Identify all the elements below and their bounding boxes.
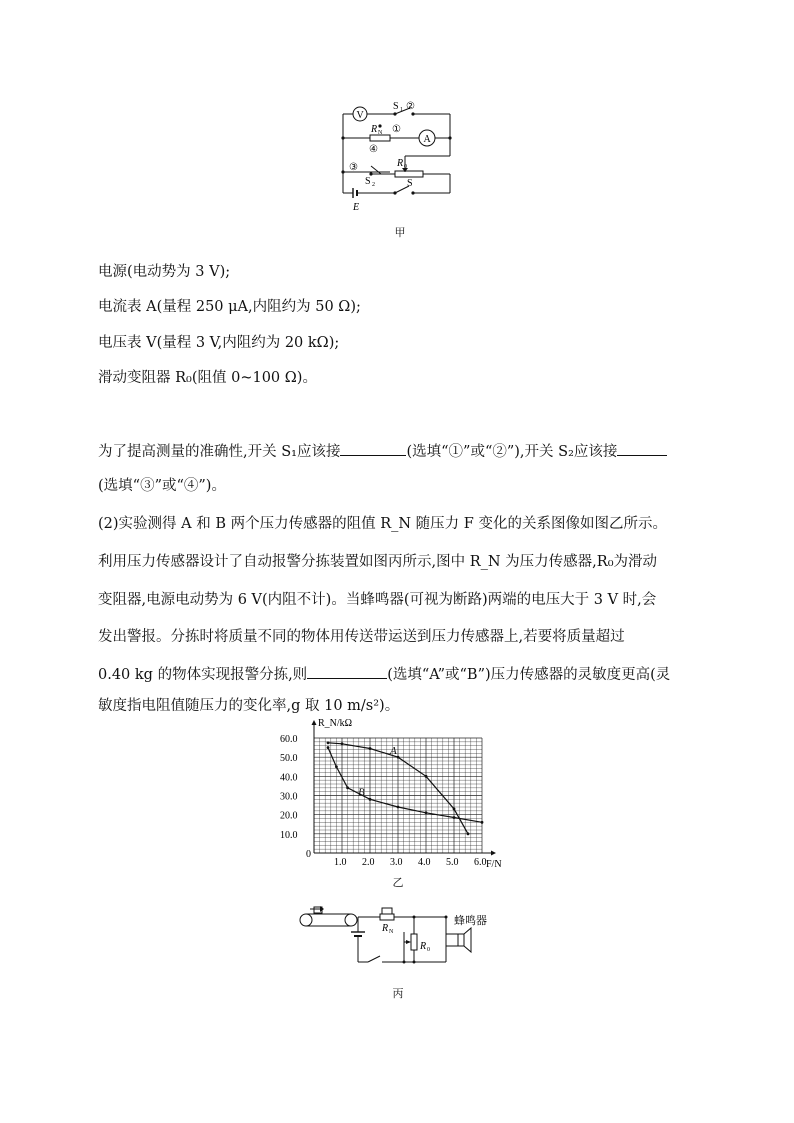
switch-s-label: S	[407, 178, 413, 189]
switch-s1-label: S	[393, 101, 399, 112]
question-2-line5	[98, 664, 670, 685]
answer-blank-sensor[interactable]	[307, 664, 387, 679]
answer-blank-s1[interactable]	[340, 441, 406, 456]
circuit-diagram-jia	[335, 98, 460, 213]
question-2-line1: (2)实验测得 A 和 B 两个压力传感器的阻值 R_N 随压力 F 变化的关系图像如图乙所示。	[98, 516, 667, 532]
data-point-A	[341, 742, 344, 745]
data-point-B	[369, 798, 372, 801]
figure-caption-jia: 甲	[394, 226, 406, 239]
chart-ticks	[280, 734, 487, 868]
x-tick-label: 5.0	[446, 857, 459, 868]
resistor-r0-sub: 0	[404, 164, 407, 170]
question-2-line6: 敏度指电阻值随压力的变化率,g 取 10 m/s²)。	[98, 698, 400, 714]
y-tick-label: 20.0	[280, 810, 298, 822]
chart-series	[327, 741, 484, 835]
data-point-A	[467, 832, 470, 835]
equipment-item-rheostat: 滑动变阻器 R₀(阻值 0~100 Ω)。	[98, 370, 317, 386]
terminal-2-label: ②	[406, 101, 415, 112]
series-label-A: A	[390, 745, 397, 758]
voltmeter-label: V	[356, 110, 364, 121]
data-point-A	[397, 756, 400, 759]
data-point-B	[453, 816, 456, 819]
question-2-line2: 利用压力传感器设计了自动报警分拣装置如图丙所示,图中 R_N 为压力传感器,R₀为滑动	[98, 554, 658, 570]
y-axis-arrow	[312, 720, 317, 725]
data-point-B	[481, 821, 484, 824]
question-2-line5b: (选填“A”或“B”)压力传感器的灵敏度更高(灵	[387, 667, 671, 683]
chart-rn-vs-f	[276, 715, 526, 870]
terminal-3-label: ③	[349, 162, 358, 173]
x-axis-arrow	[491, 851, 496, 856]
x-tick-label: 6.0	[474, 857, 487, 868]
question-2-line3: 变阻器,电源电动势为 6 V(内阻不计)。当蜂鸣器(可视为断路)两端的电压大于 3 V 时,会	[98, 592, 657, 608]
buzzer-label: 蜂鸣器	[454, 915, 487, 927]
ammeter-label: A	[423, 134, 431, 145]
data-point-B	[335, 765, 338, 768]
y-tick-label: 10.0	[280, 829, 298, 841]
data-point-B	[397, 806, 400, 809]
equipment-item-voltmeter: 电压表 V(量程 3 V,内阻约为 20 kΩ);	[98, 335, 340, 351]
question-2-line4: 发出警报。分拣时将质量不同的物体用传送带运送到压力传感器上,若要将质量超过	[98, 629, 625, 645]
sensor-rn-label: R	[382, 923, 389, 934]
x-tick-label: 2.0	[362, 857, 375, 868]
rheostat-r0-sub: 0	[427, 947, 430, 953]
equipment-item-ammeter: 电流表 A(量程 250 μA,内阻约为 50 Ω);	[98, 299, 361, 315]
answer-blank-s2[interactable]	[617, 441, 667, 456]
data-point-B	[346, 786, 349, 789]
question-1-part2: (选填“①”或“②”),开关 S₂应该接	[406, 444, 618, 460]
terminal-1-label: ①	[392, 124, 401, 135]
x-axis-title: F/N	[486, 859, 502, 870]
chart-grid	[314, 738, 482, 853]
data-point-A	[453, 808, 456, 811]
y-tick-label: 50.0	[280, 753, 298, 765]
figure-caption-bing: 丙	[392, 987, 404, 1000]
equipment-item-power: 电源(电动势为 3 V);	[98, 264, 231, 280]
circuit-diagram-bing	[296, 904, 506, 974]
y-tick-label: 40.0	[280, 772, 298, 784]
battery-e-label: E	[353, 202, 360, 213]
data-point-A	[369, 747, 372, 750]
data-point-A	[327, 741, 330, 744]
data-point-B	[425, 811, 428, 814]
figure-caption-yi: 乙	[392, 876, 404, 889]
chart-axes	[306, 718, 502, 870]
switch-s2-label: S	[365, 176, 371, 187]
question-1-text	[98, 441, 667, 462]
y-tick-label: 30.0	[280, 791, 298, 803]
data-point-A	[425, 775, 428, 778]
y-tick-label: 60.0	[280, 734, 298, 745]
question-1-part1: 为了提高测量的准确性,开关 S₁应该接	[98, 444, 341, 460]
y-axis-title: R_N/kΩ	[318, 718, 353, 729]
question-2-line5a: 0.40 kg 的物体实现报警分拣,则	[98, 667, 308, 683]
terminal-4-label: ④	[369, 144, 378, 155]
x-tick-label: 4.0	[418, 857, 431, 868]
x-tick-label: 1.0	[334, 857, 347, 868]
x-tick-label: 3.0	[390, 857, 403, 868]
origin-label: 0	[306, 849, 311, 860]
sensor-rn-sub: N	[389, 929, 394, 935]
data-point-B	[327, 746, 330, 749]
question-1-part3: (选填“③”或“④”)。	[98, 478, 226, 494]
switch-s1-sub: 1	[400, 107, 403, 113]
series-label-B: B	[358, 786, 365, 799]
rheostat-r0-label: R	[420, 941, 427, 952]
series-line-B	[328, 748, 482, 823]
switch-s2-sub: 2	[372, 182, 375, 188]
resistor-rn-label: R	[371, 124, 378, 135]
resistor-rn-sub: N	[378, 130, 383, 136]
resistor-r0-label: R	[397, 158, 404, 169]
